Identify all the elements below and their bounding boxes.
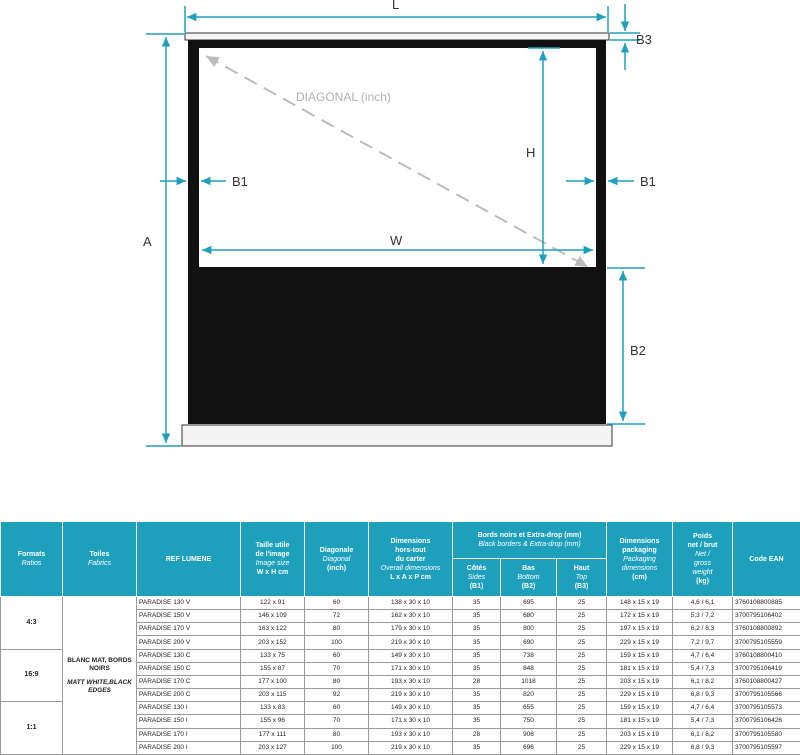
cell-weight: 4,6 / 6,1 — [673, 597, 733, 610]
cell-diag: 80 — [305, 675, 369, 688]
cell-b2: 750 — [501, 715, 557, 728]
cell-b2: 696 — [501, 741, 557, 754]
cell-weight: 5,4 / 7,3 — [673, 715, 733, 728]
cell-size: 146 x 109 — [241, 610, 305, 623]
header-fabrics: Toiles Fabrics — [63, 522, 137, 597]
cell-ean: 3700795106402 — [733, 610, 800, 623]
cell-dims: 162 x 30 x 10 — [369, 610, 453, 623]
cell-b1: 28 — [453, 675, 501, 688]
label-b1-right: B1 — [640, 174, 656, 189]
header-overall-dimensions: Dimensions hors-tout du carter Overall dimensions L x A x P cm — [369, 522, 453, 597]
bottom-base — [182, 425, 612, 446]
cell-pack: 203 x 15 x 19 — [607, 728, 673, 741]
cell-dims: 219 x 30 x 10 — [369, 741, 453, 754]
format-cell: 4:3 — [1, 597, 63, 650]
cell-ref: PARADISE 150 I — [137, 715, 241, 728]
cell-dims: 149 x 30 x 10 — [369, 702, 453, 715]
cell-size: 133 x 83 — [241, 702, 305, 715]
cell-ean: 3760108800410 — [733, 649, 800, 662]
cell-b3: 25 — [557, 689, 607, 702]
cell-ref: PARADISE 200 I — [137, 741, 241, 754]
table-row — [1, 597, 800, 610]
header-ean: Code EAN — [733, 522, 800, 597]
cell-weight: 6,2 / 8,3 — [673, 623, 733, 636]
cell-b1: 35 — [453, 597, 501, 610]
cell-size: 155 x 96 — [241, 715, 305, 728]
cell-b1: 35 — [453, 702, 501, 715]
cell-pack: 159 x 15 x 19 — [607, 702, 673, 715]
cell-pack: 148 x 15 x 19 — [607, 597, 673, 610]
cell-b2: 738 — [501, 649, 557, 662]
fabric-cell: BLANC MAT, BORDS NOIRS MATT WHITE,BLACK EDGES — [63, 597, 137, 755]
cell-pack: 229 x 15 x 19 — [607, 636, 673, 649]
cell-pack: 203 x 15 x 19 — [607, 675, 673, 688]
cell-diag: 70 — [305, 662, 369, 675]
label-l: L — [392, 0, 400, 12]
cell-dims: 219 x 30 x 10 — [369, 636, 453, 649]
cell-pack: 229 x 15 x 19 — [607, 741, 673, 754]
cell-b1: 28 — [453, 728, 501, 741]
cell-size: 177 x 111 — [241, 728, 305, 741]
cell-b2: 848 — [501, 662, 557, 675]
label-h: H — [526, 145, 536, 160]
label-b2: B2 — [630, 343, 646, 358]
cell-ean: 3700795105580 — [733, 728, 800, 741]
label-b3: B3 — [636, 32, 652, 47]
cell-pack: 229 x 15 x 19 — [607, 689, 673, 702]
format-cell: 16:9 — [1, 649, 63, 702]
cell-b3: 25 — [557, 610, 607, 623]
cell-size: 177 x 100 — [241, 675, 305, 688]
cell-b3: 25 — [557, 715, 607, 728]
cell-pack: 197 x 15 x 19 — [607, 623, 673, 636]
cell-weight: 4,7 / 6,4 — [673, 702, 733, 715]
cell-weight: 6,8 / 9,3 — [673, 689, 733, 702]
cell-size: 163 x 122 — [241, 623, 305, 636]
cell-diag: 60 — [305, 597, 369, 610]
header-sides: Côtés Sides (B1) — [453, 559, 501, 597]
cell-ref: PARADISE 130 I — [137, 702, 241, 715]
cell-weight: 6,8 / 9,3 — [673, 741, 733, 754]
cell-b2: 800 — [501, 623, 557, 636]
cell-dims: 179 x 30 x 10 — [369, 623, 453, 636]
cell-ref: PARADISE 150 V — [137, 610, 241, 623]
cell-diag: 100 — [305, 636, 369, 649]
cell-ean: 3700795106426 — [733, 715, 800, 728]
cell-b2: 690 — [501, 636, 557, 649]
cell-diag: 92 — [305, 689, 369, 702]
cell-dims: 138 x 30 x 10 — [369, 597, 453, 610]
cell-size: 133 x 75 — [241, 649, 305, 662]
cell-b2: 820 — [501, 689, 557, 702]
cell-b3: 25 — [557, 662, 607, 675]
cell-ref: PARADISE 170 I — [137, 728, 241, 741]
header-black-borders: Bords noirs et Extra-drop (mm) Black borders & Extra-drop (mm) — [453, 522, 607, 559]
header-bottom: Bas Bottom (B2) — [501, 559, 557, 597]
cell-b3: 25 — [557, 623, 607, 636]
cell-b3: 25 — [557, 649, 607, 662]
table-body — [1, 597, 800, 755]
header-formats: Formats Ratios — [1, 522, 63, 597]
header-ref: REF LUMENE — [137, 522, 241, 597]
cell-pack: 181 x 15 x 19 — [607, 715, 673, 728]
cell-diag: 72 — [305, 610, 369, 623]
header-diagonal: Diagonale Diagonal (inch) — [305, 522, 369, 597]
cell-b3: 25 — [557, 675, 607, 688]
header-image-size: Taille utile de l'image Image size W x H cm — [241, 522, 305, 597]
cell-b2: 655 — [501, 702, 557, 715]
cell-ean: 3760108800885 — [733, 597, 800, 610]
cell-b1: 35 — [453, 610, 501, 623]
cell-diag: 60 — [305, 649, 369, 662]
cell-ref: PARADISE 200 C — [137, 689, 241, 702]
cell-b1: 35 — [453, 741, 501, 754]
cell-ean: 3700795105573 — [733, 702, 800, 715]
cell-b1: 35 — [453, 636, 501, 649]
header-weight: Poids net / brut Net / gross weight (kg) — [673, 522, 733, 597]
cell-size: 203 x 115 — [241, 689, 305, 702]
cell-ean: 3700795105559 — [733, 636, 800, 649]
label-a: A — [143, 234, 152, 249]
cell-b2: 695 — [501, 597, 557, 610]
diagonal-label: DIAGONAL (inch) — [296, 90, 391, 104]
cell-b2: 680 — [501, 610, 557, 623]
cell-weight: 7,2 / 9,7 — [673, 636, 733, 649]
cell-dims: 193 x 30 x 10 — [369, 675, 453, 688]
cell-size: 203 x 152 — [241, 636, 305, 649]
specifications-table — [0, 521, 800, 755]
cell-b2: 906 — [501, 728, 557, 741]
cell-size: 155 x 87 — [241, 662, 305, 675]
cell-ref: PARADISE 170 V — [137, 623, 241, 636]
cell-ref: PARADISE 200 V — [137, 636, 241, 649]
cell-pack: 172 x 15 x 19 — [607, 610, 673, 623]
cell-diag: 100 — [305, 741, 369, 754]
cell-diag: 60 — [305, 702, 369, 715]
cell-b1: 35 — [453, 623, 501, 636]
cell-diag: 80 — [305, 623, 369, 636]
cell-ean: 3700795106419 — [733, 662, 800, 675]
cell-ean: 3760108800427 — [733, 675, 800, 688]
cell-dims: 171 x 30 x 10 — [369, 662, 453, 675]
top-housing — [185, 33, 609, 40]
cell-weight: 6,1 / 8,2 — [673, 675, 733, 688]
cell-weight: 5,4 / 7,3 — [673, 662, 733, 675]
cell-dims: 193 x 30 x 10 — [369, 728, 453, 741]
cell-dims: 171 x 30 x 10 — [369, 715, 453, 728]
cell-b3: 25 — [557, 728, 607, 741]
cell-b1: 35 — [453, 649, 501, 662]
cell-size: 203 x 127 — [241, 741, 305, 754]
cell-weight: 4,7 / 6,4 — [673, 649, 733, 662]
cell-b1: 35 — [453, 689, 501, 702]
cell-pack: 159 x 15 x 19 — [607, 649, 673, 662]
format-cell: 1:1 — [1, 702, 63, 755]
cell-ref: PARADISE 130 C — [137, 649, 241, 662]
cell-b1: 35 — [453, 662, 501, 675]
cell-size: 122 x 91 — [241, 597, 305, 610]
cell-ean: 3700795105597 — [733, 741, 800, 754]
header-packaging: Dimensions packaging Packaging dimensions (cm) — [607, 522, 673, 597]
cell-ref: PARADISE 150 C — [137, 662, 241, 675]
cell-b1: 35 — [453, 715, 501, 728]
cell-b3: 25 — [557, 741, 607, 754]
header-top: Haut Top (B3) — [557, 559, 607, 597]
cell-b3: 25 — [557, 636, 607, 649]
cell-weight: 6,1 / 8,2 — [673, 728, 733, 741]
cell-pack: 181 x 15 x 19 — [607, 662, 673, 675]
cell-diag: 70 — [305, 715, 369, 728]
cell-b2: 1018 — [501, 675, 557, 688]
label-w: W — [390, 233, 403, 248]
cell-b3: 25 — [557, 702, 607, 715]
cell-dims: 219 x 30 x 10 — [369, 689, 453, 702]
cell-dims: 149 x 30 x 10 — [369, 649, 453, 662]
cell-ref: PARADISE 170 C — [137, 675, 241, 688]
cell-ean: 3760108800892 — [733, 623, 800, 636]
label-b1-left: B1 — [232, 174, 248, 189]
cell-diag: 80 — [305, 728, 369, 741]
cell-ref: PARADISE 130 V — [137, 597, 241, 610]
cell-weight: 5,3 / 7,2 — [673, 610, 733, 623]
cell-b3: 25 — [557, 597, 607, 610]
cell-ean: 3700795105566 — [733, 689, 800, 702]
